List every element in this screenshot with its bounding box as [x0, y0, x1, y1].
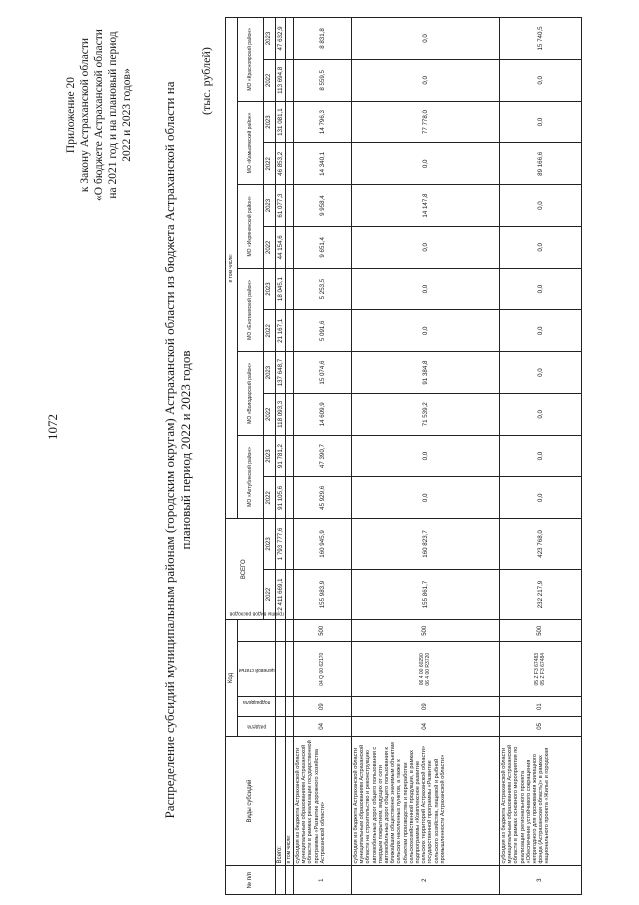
row-value: 8 559,5: [294, 59, 352, 101]
row-value: 45 929,6: [294, 477, 352, 519]
row-num: 3: [500, 866, 582, 895]
total-value: 44 154,6: [276, 226, 286, 268]
row-value: 0,0: [500, 226, 582, 268]
row-value: 5 091,6: [294, 310, 352, 352]
row-value: 8 831,8: [294, 18, 352, 60]
row-value: 14 147,8: [352, 185, 500, 227]
header-cs: целевой статьи: [238, 642, 276, 697]
row-value: 14 609,9: [294, 393, 352, 435]
row-value: 9 651,4: [294, 226, 352, 268]
total-value: 137 648,7: [276, 352, 286, 394]
row-value: 155 861,7: [352, 569, 500, 620]
year-header: 2022: [264, 477, 276, 519]
row-value: 0,0: [352, 268, 500, 310]
row-value: 0,0: [500, 352, 582, 394]
appendix-line: к Закону Астраханской области: [79, 37, 91, 193]
total-row: [276, 18, 286, 895]
header-mo-volodarsky: МО «Володарский район»: [238, 352, 264, 436]
header-podrazdel: подраздела: [238, 697, 276, 717]
row-value: 155 983,9: [294, 569, 352, 620]
row-value: 71 539,2: [352, 393, 500, 435]
row-podrazdel: 01: [500, 697, 582, 717]
header-vr: группы видов расходов: [238, 620, 276, 642]
row-value: 0,0: [500, 310, 582, 352]
row-value: 77 778,0: [352, 101, 500, 143]
total-label: Всего:: [276, 736, 286, 866]
row-razdel: 04: [294, 716, 352, 736]
row-cs: 06 4 00 60290 06 4 00 R3720: [352, 642, 500, 697]
row-value: 14 340,1: [294, 143, 352, 185]
total-value: 91 105,6: [276, 477, 286, 519]
row-podrazdel: 09: [294, 697, 352, 717]
year-header: 2023: [264, 185, 276, 227]
year-header: 2022: [264, 59, 276, 101]
row-value: 0,0: [500, 268, 582, 310]
row-value: 0,0: [500, 101, 582, 143]
row-value: 423 768,0: [500, 519, 582, 570]
row-vr: 500: [500, 620, 582, 642]
total-value: 91 781,2: [276, 435, 286, 477]
row-value: 160 945,9: [294, 519, 352, 570]
row-value: 0,0: [352, 18, 500, 60]
year-header: 2023: [264, 18, 276, 60]
row-razdel: 05: [500, 716, 582, 736]
row-vr: 500: [294, 620, 352, 642]
appendix-line: «О бюджете Астраханской области: [93, 29, 105, 201]
row-num: 2: [352, 866, 500, 895]
year-header: 2022: [264, 310, 276, 352]
year-header: 2022: [264, 393, 276, 435]
header-mo-akhtubinsky: МО «Ахтубинский район»: [238, 435, 264, 519]
total-value: 1 793 777,6: [276, 519, 286, 570]
row-value: 15 740,5: [500, 18, 582, 60]
header-kind: Виды субсидий: [226, 736, 276, 866]
header-mo-ikryaninsky: МО «Икрянинский район»: [238, 185, 264, 269]
year-header: 2023: [264, 519, 276, 570]
page-number: 1072: [45, 414, 60, 440]
units-label: (тыс. рублей): [199, 47, 213, 115]
total-value: 118 093,3: [276, 393, 286, 435]
row-value: 0,0: [352, 59, 500, 101]
year-header: 2023: [264, 435, 276, 477]
table-row: [500, 18, 582, 895]
row-value: 0,0: [352, 143, 500, 185]
total-value: 21 167,1: [276, 310, 286, 352]
header-mo-krasnoyarsky: МО «Красноярский район»: [238, 18, 264, 102]
row-value: 15 074,6: [294, 352, 352, 394]
appendix-line: Приложение 20: [65, 76, 77, 154]
row-value: 5 253,5: [294, 268, 352, 310]
row-razdel: 04: [352, 716, 500, 736]
row-value: 89 166,6: [500, 143, 582, 185]
table-row: [294, 18, 352, 895]
appendix-heading: [64, 15, 134, 215]
header-in-that: в том числе:: [226, 18, 238, 519]
row-value: 0,0: [500, 435, 582, 477]
total-value: 47 632,9: [276, 18, 286, 60]
row-value: 0,0: [352, 477, 500, 519]
year-header: 2022: [264, 226, 276, 268]
table-row: [352, 18, 500, 895]
row-num: 1: [294, 866, 352, 895]
document-title: Распределение субсидий муниципальным районам (городским округам) Астраханской области из бюджета Астраханской области на плановый период 2022 и 2023 годов: [162, 81, 193, 819]
total-value: 113 694,8: [276, 59, 286, 101]
total-value: 131 081,1: [276, 101, 286, 143]
row-value: 0,0: [500, 59, 582, 101]
row-value: 0,0: [500, 393, 582, 435]
total-value: 2 411 669,1: [276, 569, 286, 620]
year-header: 2023: [264, 268, 276, 310]
row-desc: субсидия из бюджета Астраханской области муниципальным образованиям Астраханской области в рамках реализации государственной программы «Развитие дорожного хозяйства Астраханской области»: [294, 736, 352, 866]
row-value: 14 796,3: [294, 101, 352, 143]
row-cs: 04 Q 00 62170: [294, 642, 352, 697]
subsidy-table: [225, 17, 582, 895]
row-cs: 05 Z F3 67483 05 Z F3 67484: [500, 642, 582, 697]
row-value: 0,0: [352, 226, 500, 268]
total-value: 46 853,2: [276, 143, 286, 185]
row-value: 0,0: [352, 310, 500, 352]
row-value: 9 958,4: [294, 185, 352, 227]
row-desc: субсидия из бюджета Астраханской области муниципальным образованиям Астраханской области в рамках основного мероприятия по реализации регионального проекта «Обеспечение устойчивого сокращения непригодного для проживания жилищного фонда (Астраханская область)» в рамках национального проекта «Жилье и городская: [500, 736, 582, 866]
year-header: 2022: [264, 569, 276, 620]
row-value: 0,0: [352, 435, 500, 477]
header-code: Код: [226, 620, 238, 736]
total-value: 18 045,1: [276, 268, 286, 310]
year-header: 2022: [264, 143, 276, 185]
in-that-row: [286, 18, 294, 895]
row-podrazdel: 09: [352, 697, 500, 717]
row-value: 232 217,9: [500, 569, 582, 620]
row-value: 0,0: [500, 185, 582, 227]
year-header: 2023: [264, 101, 276, 143]
row-vr: 500: [352, 620, 500, 642]
row-desc: субсидия из бюджета Астраханской области муниципальным образованиям Астраханской области на строительство и реконструкцию автомобильных дорог общего пользования с твердым покрытием, ведущих от сети автомобильных дорог общего пользования к ближайшим общественно значимым объектам сельских населенных пунктов, а также к объектам производства и переработки сельскохозяйственной продукции, в рамках подпрограммы «Комплексное развитие сельских территорий Астраханской области» государственной программы «Развитие сельского хозяйства, пищевой и рыбной промышленности Астраханской области»: [352, 736, 500, 866]
header-mo-kamyzyaksky: МО «Камызякский район»: [238, 101, 264, 185]
in-that-label: в том числе:: [286, 736, 294, 866]
header-mo-enotaevsky: МО «Енотаевский район»: [238, 268, 264, 352]
appendix-line: 2022 и 2023 годов»: [121, 68, 133, 162]
row-value: 47 390,7: [294, 435, 352, 477]
header-razdel: раздела: [238, 716, 276, 736]
total-value: 61 077,3: [276, 185, 286, 227]
row-value: 160 823,7: [352, 519, 500, 570]
appendix-line: на 2021 год и на плановый период: [107, 31, 119, 199]
header-total: ВСЕГО: [226, 519, 264, 620]
row-value: 91 384,8: [352, 352, 500, 394]
header-num: № п/п: [226, 866, 276, 895]
row-value: 0,0: [500, 477, 582, 519]
year-header: 2023: [264, 352, 276, 394]
